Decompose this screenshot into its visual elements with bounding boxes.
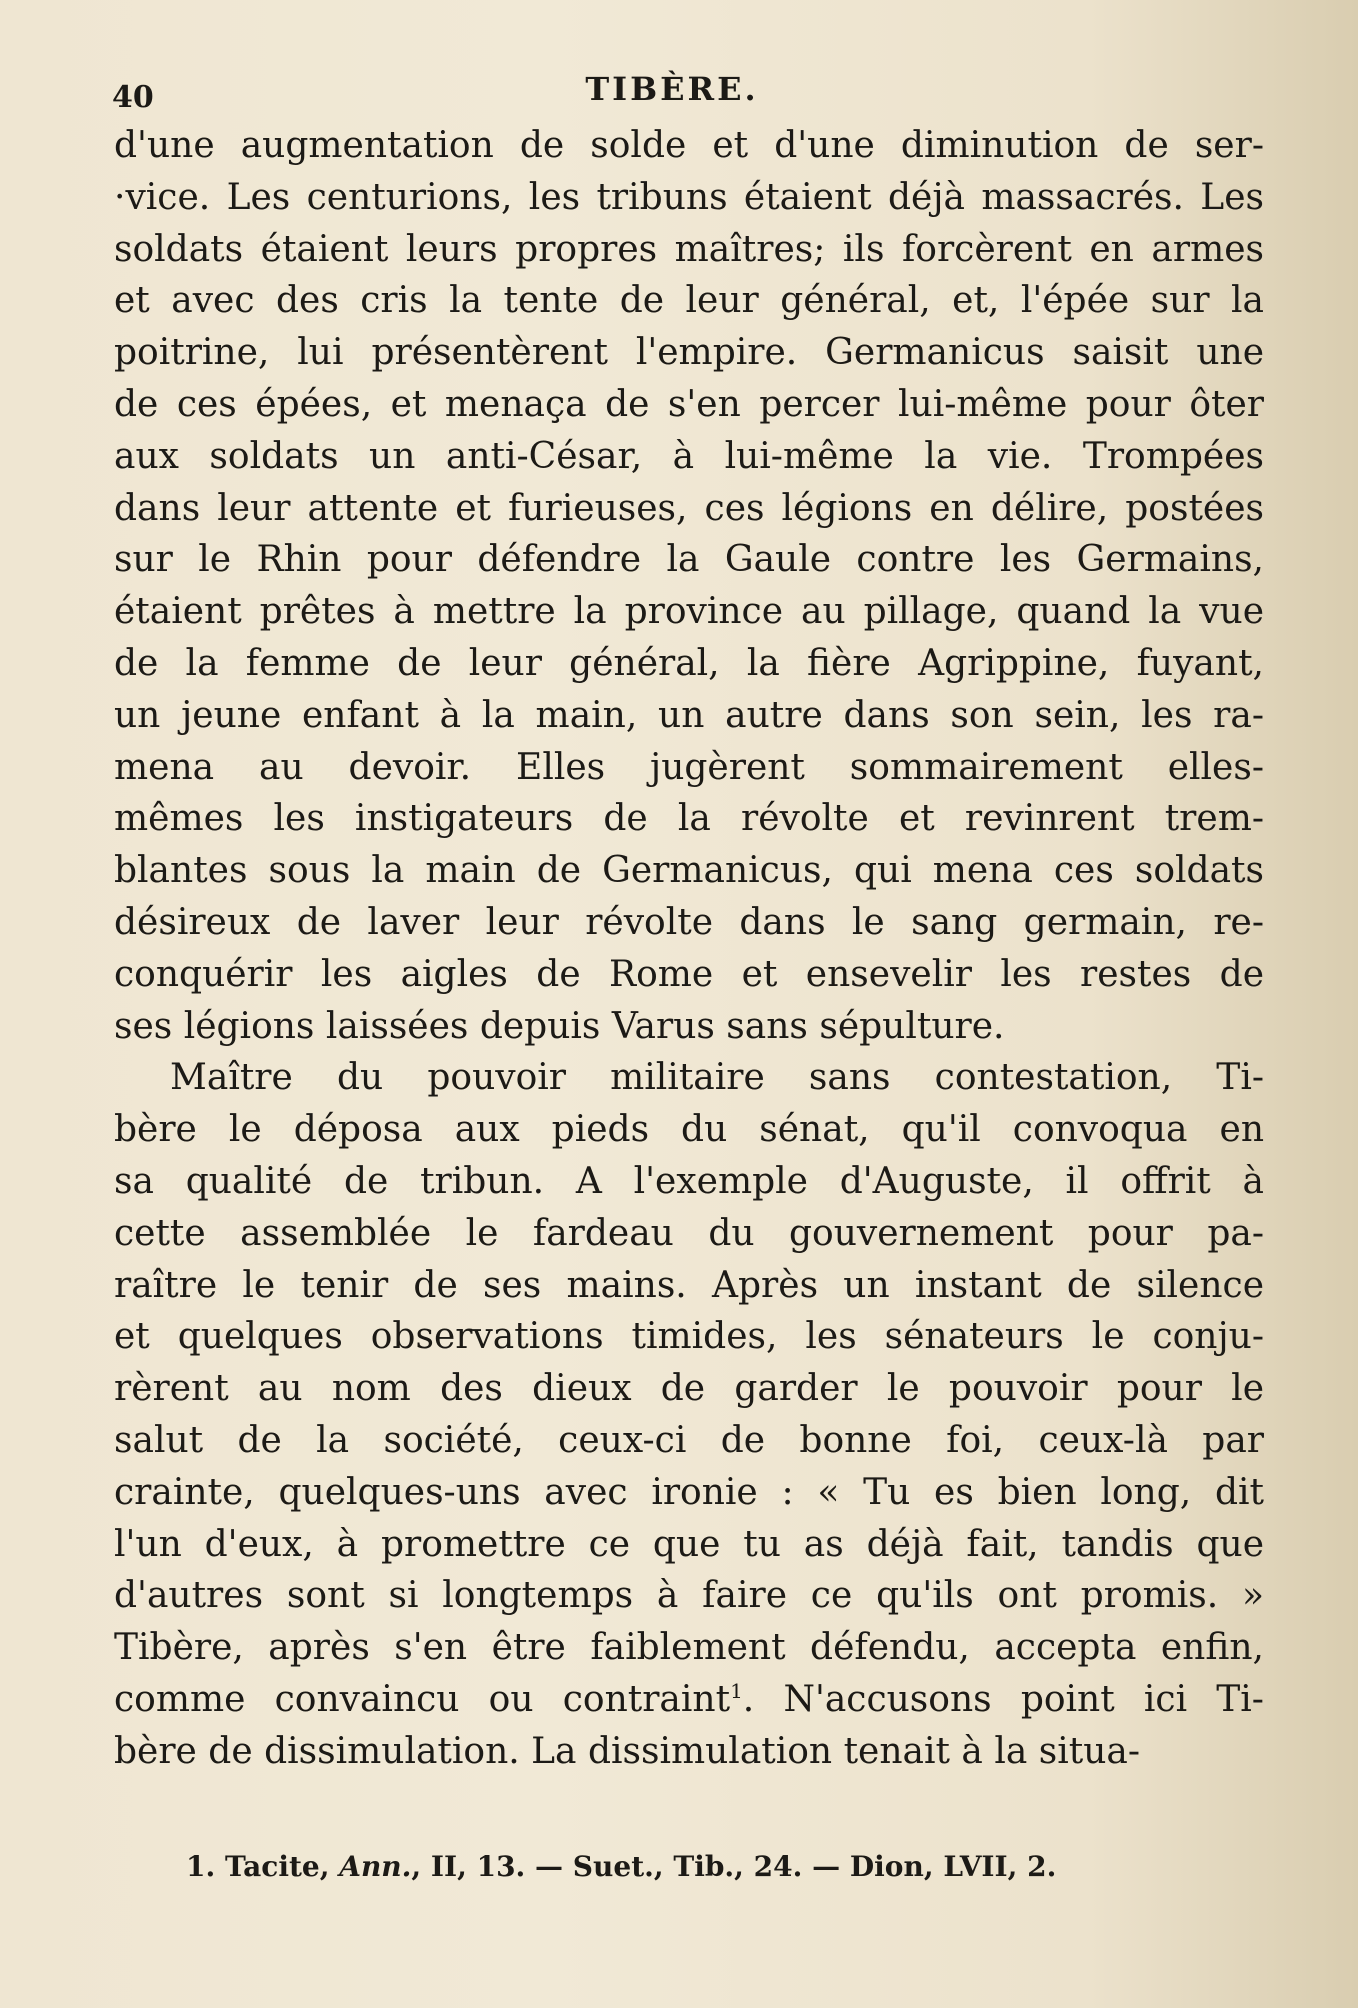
text-segment: comme convaincu ou contraint	[114, 1678, 731, 1720]
text-line: Tibère, après s'en être faiblement défendu, accepta enfin,	[114, 1627, 1264, 1669]
text-line-with-footnote	[114, 1674, 1264, 1726]
text-line: crainte, quelques-uns avec ironie : « Tu es bien long, dit	[114, 1471, 1264, 1513]
text-line: un jeune enfant à la main, un autre dans son sein, les ra-	[114, 694, 1264, 736]
running-title: TIBÈRE.	[585, 70, 759, 108]
text-line: d'une augmentation de solde et d'une diminution de ser-	[114, 125, 1264, 166]
text-line: bère de dissimulation. La dissimulation tenait à la situa-	[114, 1730, 1140, 1772]
text-line: raître le tenir de ses mains. Après un instant de silence	[114, 1264, 1264, 1306]
text-line: et quelques observations timides, les sénateurs le conju-	[114, 1316, 1264, 1358]
paragraph-2	[114, 1052, 1264, 1777]
text-line: cette assemblée le fardeau du gouvernement pour pa-	[114, 1212, 1264, 1254]
footnote-author: Tacite,	[224, 1850, 330, 1883]
text-line: sa qualité de tribun. A l'exemple d'Auguste, il offrit à	[114, 1160, 1264, 1202]
page-header	[112, 70, 1232, 120]
footnote	[186, 1850, 1186, 1883]
text-line: rèrent au nom des dieux de garder le pouvoir pour le	[114, 1368, 1264, 1410]
text-line: poitrine, lui présentèrent l'empire. Germanicus saisit une	[114, 332, 1264, 374]
text-line: mêmes les instigateurs de la révolte et revinrent trem-	[114, 798, 1264, 840]
text-line: mena au devoir. Elles jugèrent sommairement elles-	[114, 746, 1264, 788]
text-line: étaient prêtes à mettre la province au pillage, quand la vue	[114, 591, 1264, 633]
text-line: l'un d'eux, à promettre ce que tu as déjà fait, tandis que	[114, 1523, 1264, 1565]
text-line: ·vice. Les centurions, les tribuns étaient déjà massacrés. Les	[114, 176, 1264, 218]
text-line: sur le Rhin pour défendre la Gaule contre les Germains,	[114, 539, 1264, 581]
text-line: ses légions laissées depuis Varus sans sépulture.	[114, 1005, 1005, 1047]
text-line: de ces épées, et menaça de s'en percer lui-même pour ôter	[114, 383, 1264, 425]
text-line: soldats étaient leurs propres maîtres; ils forcèrent en armes	[114, 228, 1264, 270]
footnote-references: , II, 13. — Suet., Tib., 24. — Dion, LVII, 2.	[411, 1850, 1057, 1883]
text-line: aux soldats un anti-César, à lui-même la vie. Trompées	[114, 435, 1264, 477]
text-line: blantes sous la main de Germanicus, qui mena ces soldats	[114, 850, 1264, 892]
text-line: de la femme de leur général, la fière Agrippine, fuyant,	[114, 642, 1264, 684]
footnote-number: 1.	[186, 1850, 216, 1883]
footnote-ref: 1	[730, 1678, 743, 1703]
text-line: et avec des cris la tente de leur général, et, l'épée sur la	[114, 280, 1264, 322]
text-line: conquérir les aigles de Rome et ensevelir les restes de	[114, 953, 1264, 995]
text-line: d'autres sont si longtemps à faire ce qu'ils ont promis. »	[114, 1575, 1264, 1617]
text-line: désireux de laver leur révolte dans le sang germain, re-	[114, 901, 1264, 943]
text-segment: . N'accusons point ici Ti-	[742, 1678, 1264, 1720]
footnote-work: Ann.	[339, 1850, 412, 1883]
text-line: dans leur attente et furieuses, ces légions en délire, postées	[114, 487, 1264, 529]
page-number: 40	[112, 80, 154, 115]
text-line: Maître du pouvoir militaire sans contestation, Ti-	[170, 1057, 1264, 1099]
text-line: bère le déposa aux pieds du sénat, qu'il convoqua en	[114, 1109, 1264, 1151]
text-line: salut de la société, ceux-ci de bonne foi, ceux-là par	[114, 1419, 1264, 1461]
body-text	[114, 120, 1264, 1778]
paragraph-1	[114, 120, 1264, 1052]
